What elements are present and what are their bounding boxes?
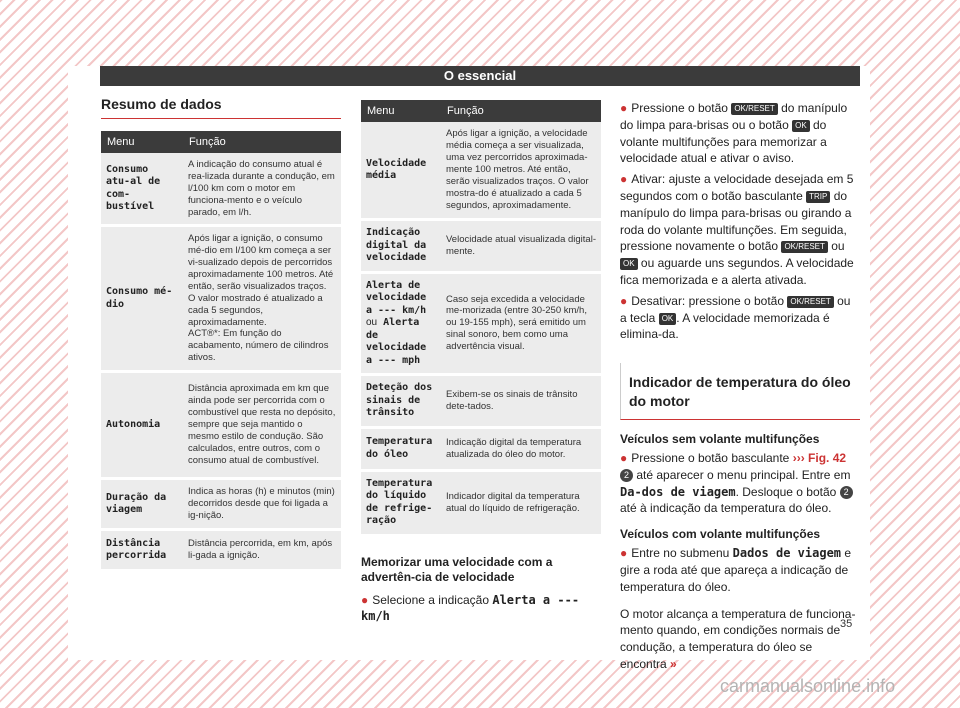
page-number: 35 — [840, 618, 853, 630]
menu-alert-mph: Alerta de velocidade a --- mph — [366, 317, 427, 366]
bullet-icon: ● — [620, 546, 628, 561]
text: ou aguarde uns segundos. A velocidade fica memorizada e a alerta ativada. — [620, 256, 854, 287]
row-menu: Deteção dos sinais de trânsito — [361, 375, 441, 428]
table-row — [361, 220, 601, 273]
code-alerta: Alerta a --- km/h — [361, 592, 580, 624]
continue-arrow-icon: » — [670, 656, 677, 671]
watermark: carmanualsonline.info — [720, 676, 896, 696]
row-function: Caso seja excedida a velocidade me-morizada (entre 30-250 km/h, ou 19-155 mph), será emitido um sinal sonoro, bem como uma advertência visual. — [441, 272, 601, 375]
table-row — [361, 122, 601, 220]
text: e gire a roda até que apareça a indicação de temperatura do óleo. — [620, 546, 852, 594]
table-header-menu: Menu — [361, 100, 441, 122]
text: Pressione o botão basculante — [631, 450, 793, 465]
bullet-icon: ● — [620, 293, 628, 308]
data-summary-table-2 — [361, 100, 601, 537]
table-row — [361, 375, 601, 428]
table-row — [101, 372, 341, 479]
menu-alert-kmh: Alerta de velocidade a --- km/h — [366, 279, 427, 316]
text: do manípulo do limpa para-brisas ou girando a roda do volante multifunções. Em seguida, pressione novamente o botão — [620, 188, 852, 254]
figure-reference-link[interactable]: ››› Fig. 42 — [792, 450, 847, 465]
subhead-no-multifunction: Veículos sem volante multifunções — [620, 431, 820, 446]
row-menu: Temperatura do óleo — [361, 427, 441, 470]
menu-or: ou — [366, 317, 378, 328]
row-menu: Consumo atu-al de com-bustível — [101, 153, 183, 226]
row-function: Velocidade atual visualizada digital-mente. — [441, 220, 601, 273]
code-dados-viagem-2: Dados de viagem — [732, 546, 842, 561]
bullet-icon: ● — [620, 450, 628, 465]
text: ou — [827, 239, 845, 254]
row-menu: Duração da viagem — [101, 479, 183, 530]
ok-reset-button-icon: OK/RESET — [731, 103, 777, 115]
column-2 — [361, 100, 601, 629]
table-row — [361, 427, 601, 470]
code-dados-viagem: Da-dos de viagem — [620, 484, 736, 499]
bullet-deactivate — [620, 293, 860, 343]
text: ou a tecla — [620, 293, 851, 325]
row-function — [183, 226, 341, 372]
row-function: Distância percorrida, em km, após li-gada a ignição. — [183, 530, 341, 571]
bullet-activate — [620, 171, 860, 289]
ok-button-icon: OK — [659, 313, 677, 325]
text: até aparecer o menu principal. Entre em — [633, 467, 851, 482]
table-row — [101, 479, 341, 530]
subhead-with-multifunction: Veículos com volante multifunções — [620, 527, 821, 542]
row-menu: Consumo mé-dio — [101, 226, 183, 372]
table-header-funcao: Função — [183, 131, 341, 153]
row-function: A indicação do consumo atual é rea-lizada durante a condução, em l/100 km com o motor em funciona-mento e o veículo parado, em l/h. — [183, 153, 341, 226]
column-3 — [620, 100, 860, 677]
row-function: Indicação digital da temperatura atualizada do óleo do motor. — [441, 427, 601, 470]
text: Entre no submenu — [631, 546, 733, 561]
page-header: O essencial — [100, 66, 860, 86]
bullet-icon: ● — [620, 101, 628, 115]
text: do volante multifunções para memorizar a velocidade atual e ativar o aviso. — [620, 117, 827, 166]
row-function: Indica as horas (h) e minutos (min) decorridos desde que foi ligada a ig-nição. — [183, 479, 341, 530]
row-menu: Velocidade média — [361, 122, 441, 220]
section-title-oil-temp: Indicador de temperatura do óleo do motor — [620, 363, 860, 420]
text: Ativar: ajuste a velocidade desejada em 5 segundos com o botão basculante — [620, 172, 854, 203]
bullet-text: Selecione a indicação — [372, 592, 493, 607]
text: até à indicação da temperatura do óleo. — [620, 501, 832, 516]
bullet-select-indication — [361, 592, 601, 626]
table-header-menu: Menu — [101, 131, 183, 153]
bullet-icon: ● — [361, 592, 369, 607]
table-row — [361, 470, 601, 535]
table-header-funcao: Função — [441, 100, 601, 122]
paragraph-engine-temp — [620, 606, 860, 673]
callout-number-icon: 2 — [840, 486, 853, 499]
ok-button-icon: OK — [792, 120, 810, 132]
text: . Desloque o botão — [735, 484, 840, 499]
row-function: Após ligar a ignição, a velocidade média começa a ser visualizada, uma vez percorridos aproximada-mente 100 metros. Até então, serão visualizados traços. O valor mostra-do é atualizado a cada 5 segundos, aproximadamente. — [441, 122, 601, 220]
text: . A velocidade memorizada é elimina-da. — [620, 310, 830, 342]
bullet-icon: ● — [620, 172, 628, 187]
data-summary-table — [101, 131, 341, 572]
callout-number-icon: 2 — [620, 469, 633, 482]
bullet-rocker-button — [620, 450, 860, 517]
ok-reset-button-icon: OK/RESET — [781, 241, 827, 253]
table-row — [361, 272, 601, 375]
row-menu: Temperatura do líquido de refrige-ração — [361, 470, 441, 535]
table-row — [101, 226, 341, 372]
row-menu: Autonomia — [101, 372, 183, 479]
section-title-resumo: Resumo de dados — [101, 96, 341, 119]
table-row — [101, 530, 341, 571]
text: O motor alcança a temperatura de funciona-mento quando, em condições normais de condução, a temperatura do óleo se encontra — [620, 606, 856, 671]
table-row — [101, 153, 341, 226]
ok-reset-button-icon: OK/RESET — [787, 296, 833, 308]
row-function: Exibem-se os sinais de trânsito dete-tados. — [441, 375, 601, 428]
bullet-submenu — [620, 545, 860, 595]
column-1 — [101, 96, 341, 572]
bullet-press-button — [620, 100, 860, 167]
row-menu: Indicação digital da velocidade — [361, 220, 441, 273]
row-function-text: Após ligar a ignição, o consumo mé-dio em l/100 km começa a ser vi-sualizado depois de percorridos aproximadamente 100 metros. Até então, serão visualizados traços. O valor mostrado é atualizado a cada 5 segundos, aproximadamente. — [188, 233, 334, 328]
text: Pressione o botão — [631, 101, 732, 115]
row-function: Indicador digital da temperatura atual do líquido de refrigeração. — [441, 470, 601, 535]
text: Desativar: pressione o botão — [631, 293, 788, 308]
row-function: Distância aproximada em km que ainda pode ser percorrida com o combustível que resta no depósito, sempre que seja mantido o mesmo estilo de condução. São calculados, entre outros, com o consumo atual de combustível. — [183, 372, 341, 479]
row-function-extra: ACT®*: Em função do acabamento, número de cilindros ativos. — [188, 328, 329, 364]
row-menu: Distância percorrida — [101, 530, 183, 571]
subsection-title: Memorizar uma velocidade com a advertên-cia de velocidade — [361, 554, 553, 585]
ok-button-icon: OK — [620, 258, 638, 270]
text: do manípulo do limpa para-brisas ou o botão — [620, 101, 848, 132]
trip-button-icon: TRIP — [806, 191, 830, 203]
row-menu — [361, 272, 441, 375]
